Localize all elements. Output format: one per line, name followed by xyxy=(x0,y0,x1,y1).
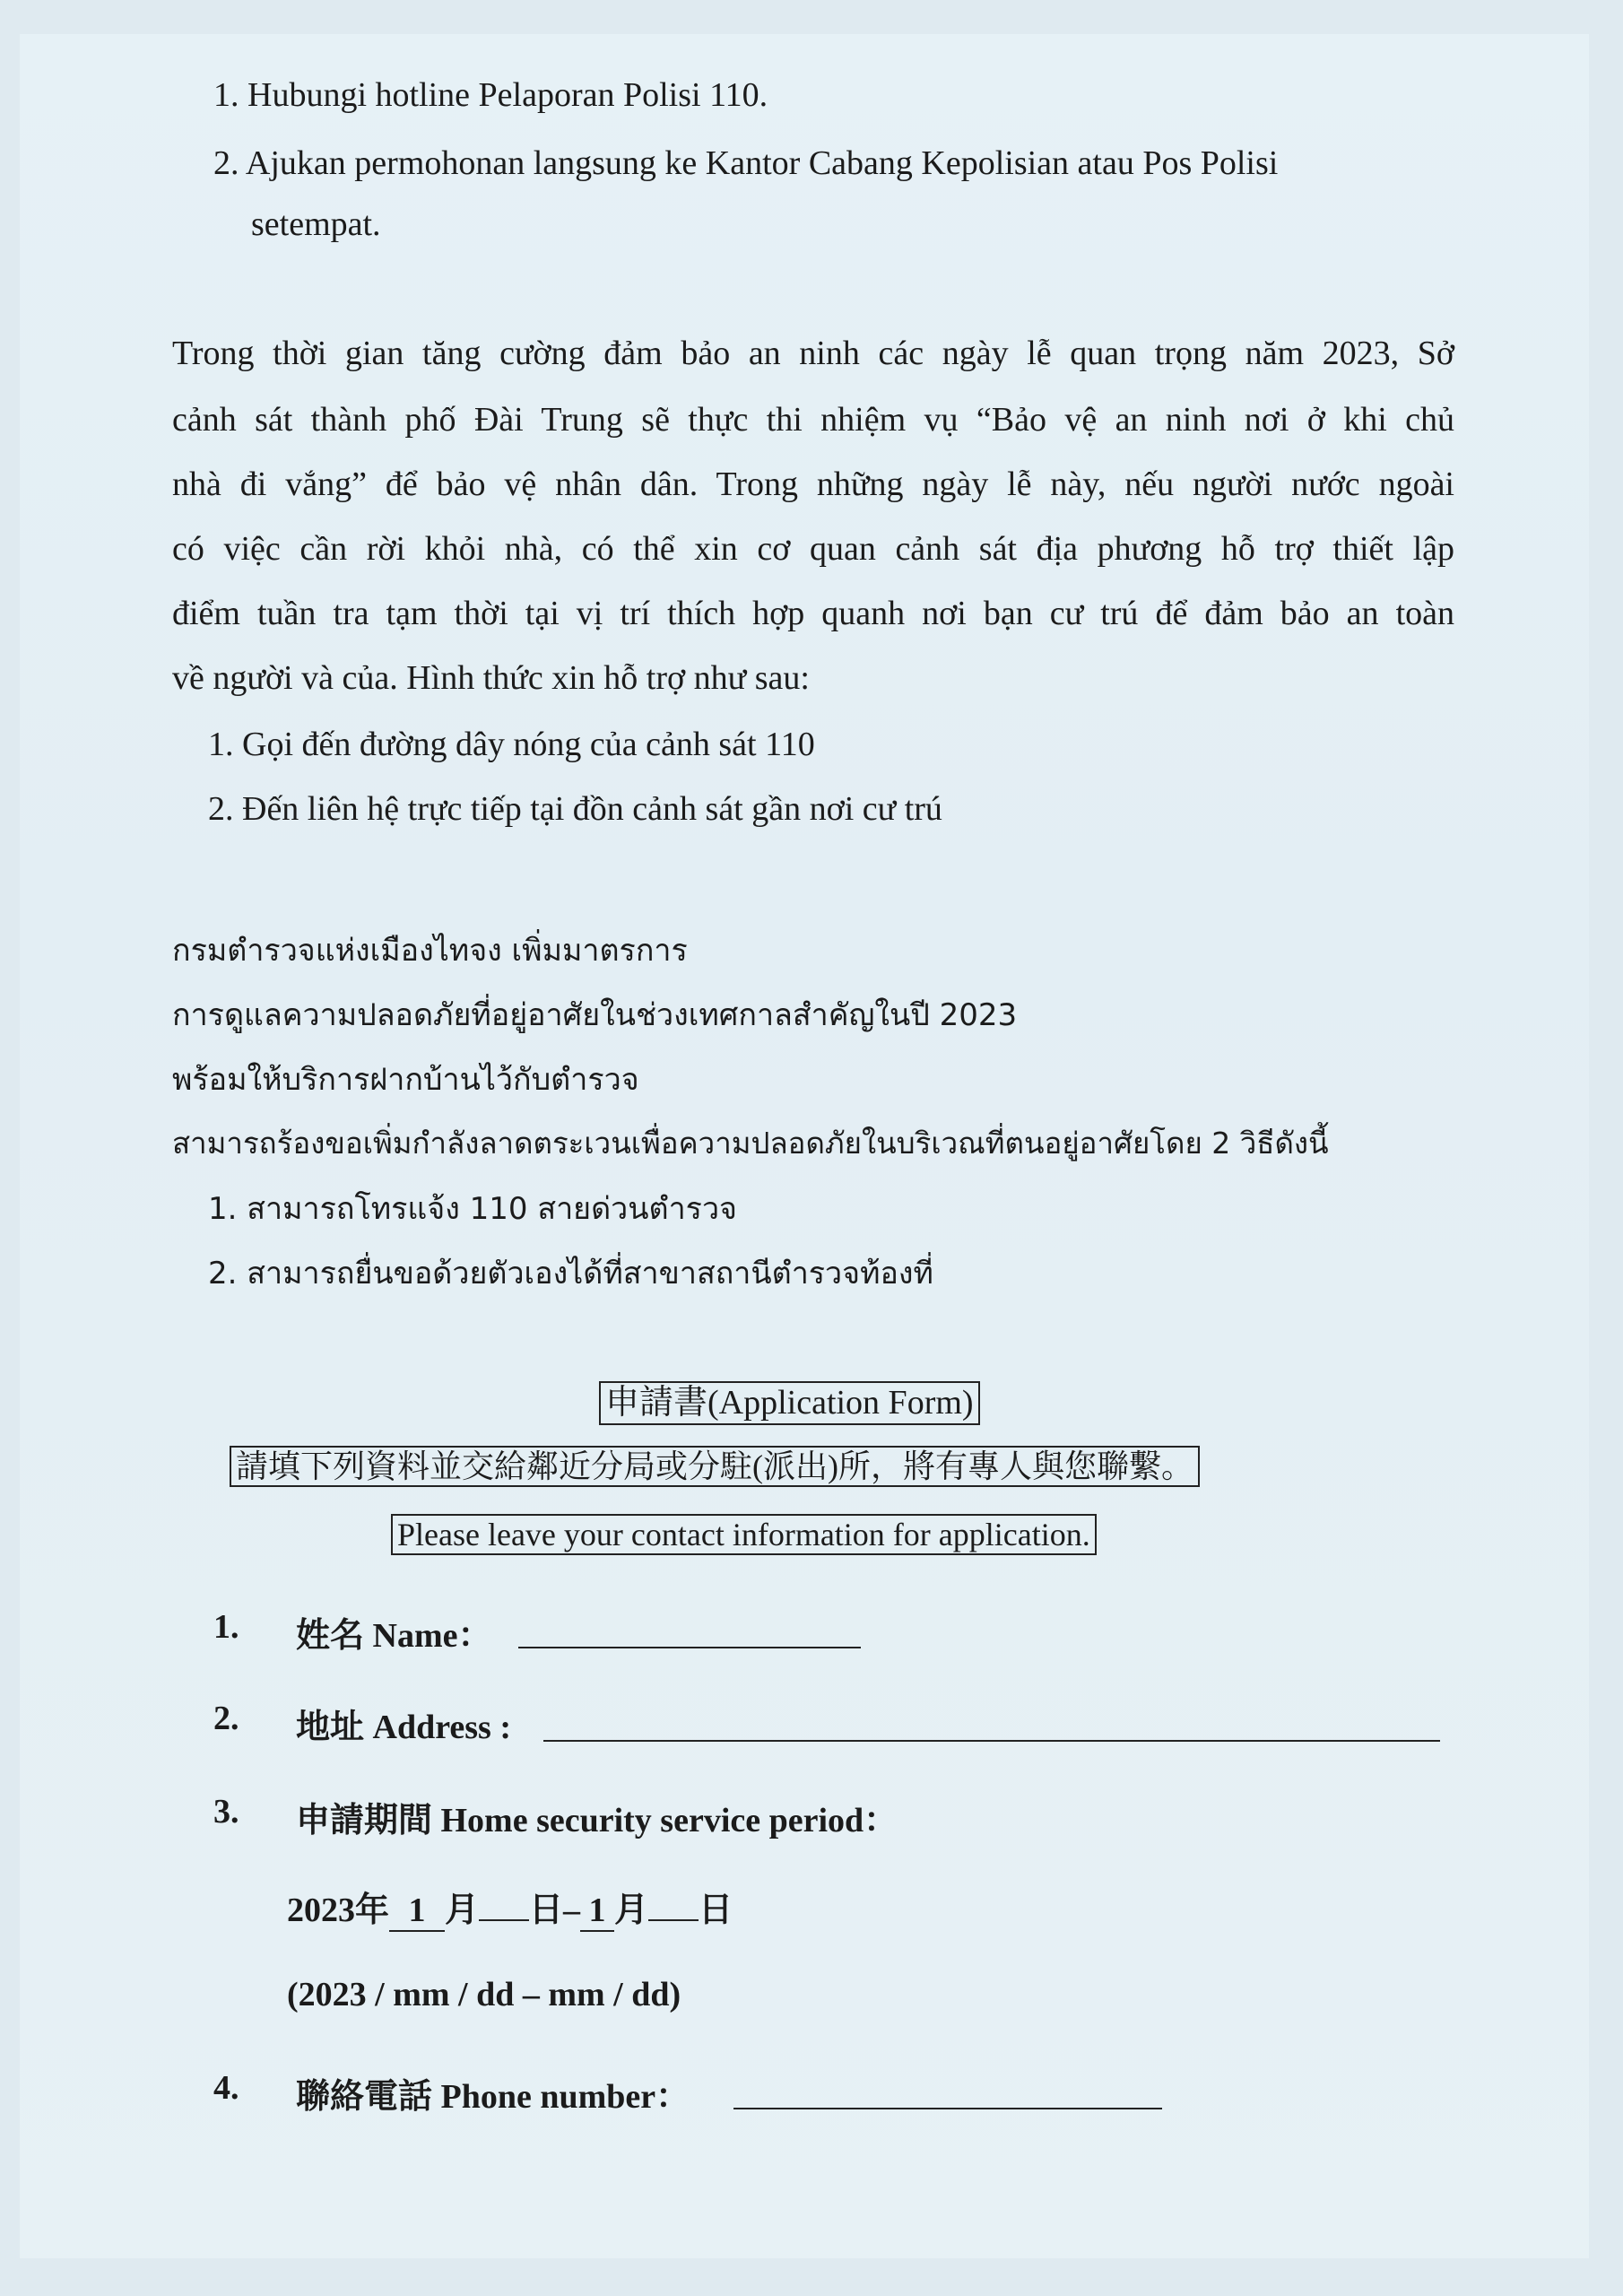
vi-paragraph-line-3: nhà đi vắng” để bảo vệ nhân dân. Trong những ngày lễ này, nếu người nước ngoài xyxy=(172,465,1454,503)
th-line-1: กรมตำรวจแห่งเมืองไทจง เพิ่มมาตรการ xyxy=(172,933,688,969)
year-unit: 年 xyxy=(355,1892,390,1929)
day-unit-2: 日 xyxy=(699,1892,733,1929)
start-month-field[interactable]: 1 xyxy=(389,1891,445,1932)
th-line-4: สามารถร้องขอเพิ่มกำลังลาดตระเวนเพื่อความปลอดภัยในบริเวณที่ตนอยู่อาศัยโดย 2 วิธีดังนี้ xyxy=(172,1126,1329,1161)
vi-paragraph-line-2: cảnh sát thành phố Đài Trung sẽ thực thi nhiệm vụ “Bảo vệ an ninh nơi ở khi chủ xyxy=(172,401,1454,439)
month-unit: 月 xyxy=(445,1892,480,1929)
form-title: 申請書(Application Form) xyxy=(599,1381,980,1425)
vi-paragraph-line-4: có việc cần rời khỏi nhà, có thể xin cơ quan cảnh sát địa phương hỗ trợ thiết lập xyxy=(172,530,1454,568)
end-day-field[interactable] xyxy=(648,1919,699,1921)
field-1-number: 1. xyxy=(213,1608,239,1646)
th-list-item-1: 1. สามารถโทรแจ้ง 110 สายด่วนตำรวจ xyxy=(208,1191,737,1227)
th-list-item-2: 2. สามารถยื่นขอด้วยตัวเองได้ที่สาขาสถานีตำรวจท้องที่ xyxy=(208,1256,933,1292)
th-line-3: พร้อมให้บริการฝากบ้านไว้กับตำรวจ xyxy=(172,1062,639,1098)
name-label: 姓名 Name： xyxy=(296,1617,492,1655)
period-label: 申請期間 Home security service period： xyxy=(296,1802,898,1839)
field-3-number: 3. xyxy=(213,1793,239,1831)
period-date-row xyxy=(287,1882,733,1932)
name-input-line[interactable] xyxy=(518,1647,861,1648)
form-instruction-zh: 請填下列資料並交給鄰近分局或分駐(派出)所，將有專人與您聯繫。 xyxy=(230,1446,1200,1487)
vi-list-item-2: 2. Đến liên hệ trực tiếp tại đồn cảnh sát gần nơi cư trú xyxy=(208,790,942,828)
field-4-number: 4. xyxy=(213,2069,239,2107)
field-2-number: 2. xyxy=(213,1700,239,1737)
vi-paragraph-line-1: Trong thời gian tăng cường đảm bảo an ninh các ngày lễ quan trọng năm 2023, Sở xyxy=(172,335,1454,372)
phone-input-line[interactable] xyxy=(733,2108,1162,2109)
id-list-item-1: 1. Hubungi hotline Pelaporan Polisi 110. xyxy=(213,76,768,114)
id-list-item-2-cont: setempat. xyxy=(251,205,381,243)
period-year: 2023 xyxy=(287,1892,355,1929)
vi-paragraph-line-6: về người và của. Hình thức xin hỗ trợ như sau: xyxy=(172,659,810,697)
day-unit: 日 xyxy=(529,1892,564,1929)
month-unit-2: 月 xyxy=(614,1892,649,1929)
period-format-hint: (2023 / mm / dd – mm / dd) xyxy=(287,1976,681,2013)
vi-list-item-1: 1. Gọi đến đường dây nóng của cảnh sát 110 xyxy=(208,726,815,763)
th-line-2: การดูแลความปลอดภัยที่อยู่อาศัยในช่วงเทศกาลสำคัญในปี 2023 xyxy=(172,997,1018,1033)
form-instruction-en: Please leave your contact information for application. xyxy=(391,1514,1097,1555)
address-label: 地址 Address : xyxy=(296,1709,511,1746)
vi-paragraph-line-5: điểm tuần tra tạm thời tại vị trí thích hợp quanh nơi bạn cư trú để đảm bảo an toàn xyxy=(172,595,1454,632)
id-list-item-2: 2. Ajukan permohonan langsung ke Kantor Cabang Kepolisian atau Pos Polisi xyxy=(213,144,1279,182)
end-month-field[interactable]: 1 xyxy=(580,1891,614,1932)
period-separator: – xyxy=(563,1892,581,1929)
start-day-field[interactable] xyxy=(479,1919,529,1921)
address-input-line[interactable] xyxy=(543,1740,1440,1742)
phone-label: 聯絡電話 Phone number： xyxy=(296,2078,690,2116)
